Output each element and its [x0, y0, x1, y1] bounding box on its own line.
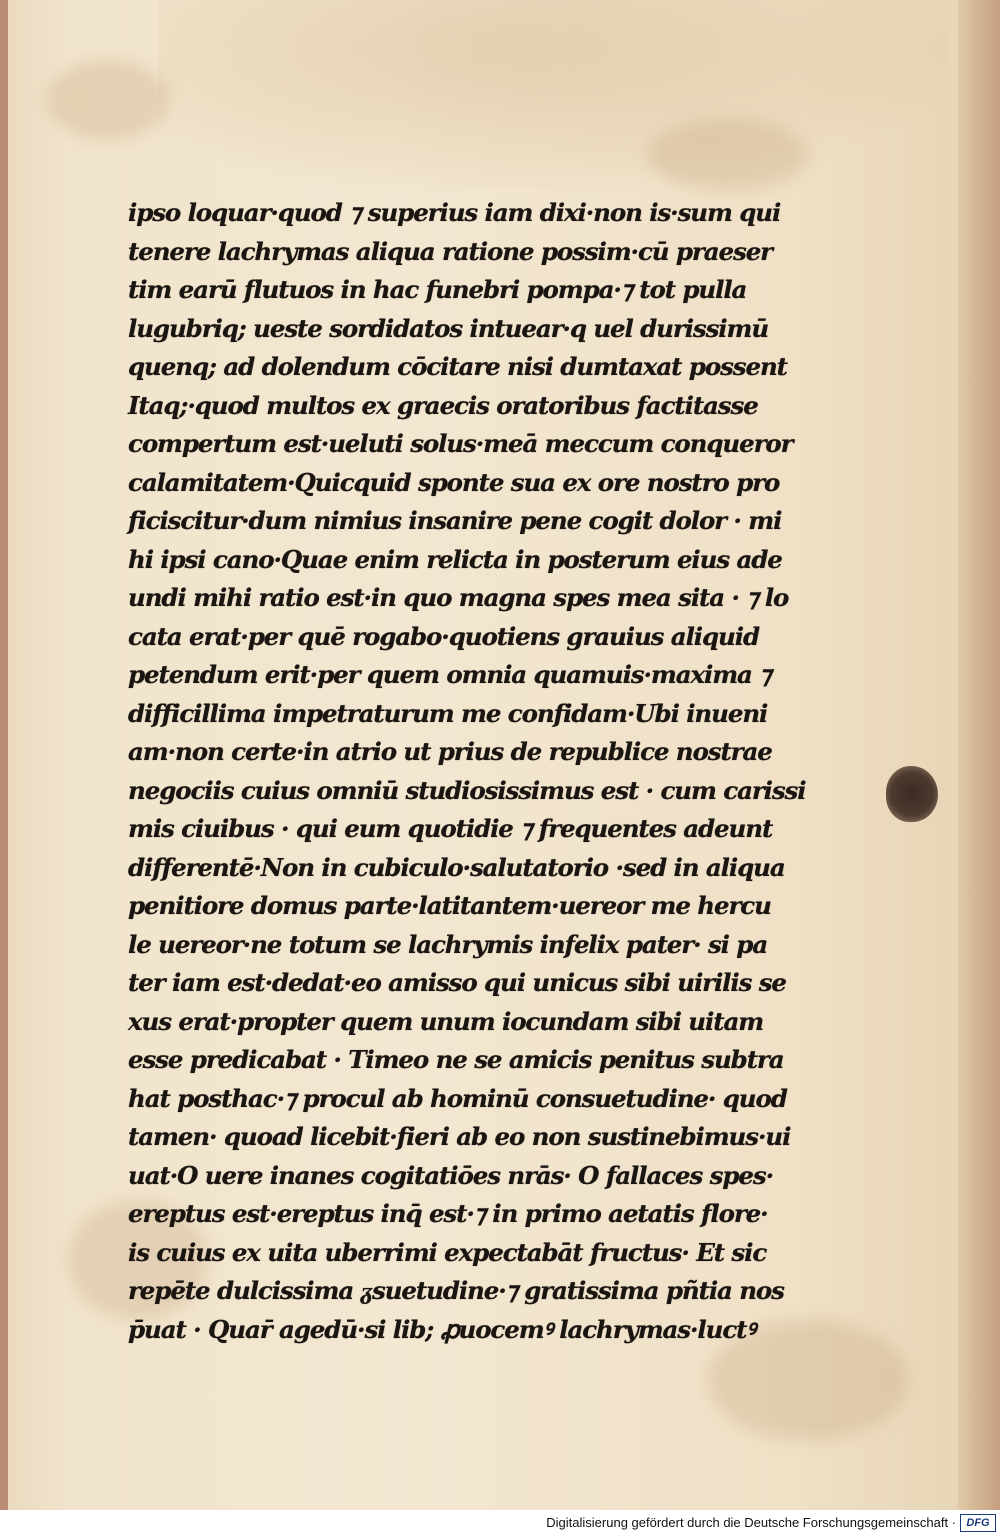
text-line: p̄uat · Quar̄ agedū·si lib; ꝓuocemꝰ lachrymas·luctꝰ [128, 1314, 755, 1344]
text-line: esse predicabat · Timeo ne se amicis penitus subtra [128, 1045, 784, 1074]
text-line: xus erat·propter quem unum iocundam sibi uitam [128, 1006, 764, 1036]
text-line: calamitatem·Quicquid sponte sua ex ore nostro pro [128, 467, 780, 497]
text-line: quenq; ad dolendum cōcitare nisi dumtaxat possent [128, 352, 787, 381]
foxing-spot [48, 60, 168, 140]
text-line: hat posthac·⁊ procul ab hominū consuetudine· quod [128, 1083, 787, 1113]
text-line: ter iam est·dedat·eo amisso qui unicus sibi uirilis se [128, 968, 786, 997]
text-line: ipso loquar·quod ⁊ superius iam dixi·non is·sum qui [128, 198, 781, 227]
footer [0, 1510, 1000, 1536]
text-line: lugubriq; ueste sordidatos intuear·q uel durissimū [128, 313, 769, 343]
funding-credit: Digitalisierung gefördert durch die Deutsche Forschungsgemeinschaft · [546, 1515, 956, 1530]
text-line: repēte dulcissima ᵹsuetudine·⁊ gratissima pñtia nos [128, 1276, 784, 1305]
text-line: is cuius ex uita uberrimi expectabāt fructus· Et sic [128, 1237, 767, 1267]
ink-blot [886, 766, 938, 822]
text-line: difficillima impetraturum me confidam·Ubi inueni [128, 698, 768, 728]
text-line: undi mihi ratio est·in quo magna spes mea sita · ⁊ lo [128, 583, 789, 612]
text-line: ficiscitur·dum nimius insanire pene cogit dolor · mi [128, 506, 782, 535]
text-line: mis ciuibus · qui eum quotidie ⁊ frequentes adeunt [128, 814, 773, 843]
gutter-shadow [958, 0, 1000, 1510]
foxing-spot [648, 120, 808, 190]
text-line: penitiore domus parte·latitantem·uereor me hercu [128, 891, 771, 920]
text-line: uat·O uere inanes cogitatiōes nrās· O fallaces spes· [128, 1160, 773, 1190]
text-line: negociis cuius omniū studiosissimus est · cum carissi [128, 775, 806, 805]
text-line: compertum est·ueluti solus·meā meccum conqueror [128, 429, 793, 458]
water-stain [158, 0, 948, 190]
text-line: tenere lachrymas aliqua ratione possim·cū praeser [128, 236, 772, 266]
text-line: petendum erit·per quem omnia quamuis·maxima ⁊ [128, 660, 771, 689]
text-line: hi ipsi cano·Quae enim relicta in posterum eius ade [128, 544, 782, 574]
dfg-logo: DFG [960, 1514, 996, 1532]
text-line: Itaq;·quod multos ex graecis oratoribus factitasse [128, 390, 758, 420]
text-line: differentē·Non in cubiculo·salutatorio ·sed in aliqua [128, 852, 785, 882]
text-block [128, 194, 806, 1349]
text-line: ereptus est·ereptus inq̄ est·⁊ in primo aetatis flore· [128, 1199, 768, 1228]
text-line: cata erat·per quē rogabo·quotiens grauius aliquid [128, 621, 759, 651]
text-line: am·non certe·in atrio ut prius de republice nostrae [128, 737, 772, 766]
text-line: tim earū flutuos in hac funebri pompa·⁊ tot pulla [128, 275, 747, 304]
text-line: le uereor·ne totum se lachrymis infelix pater· si pa [128, 929, 768, 959]
text-line: tamen· quoad licebit·fieri ab eo non sustinebimus·ui [128, 1122, 791, 1151]
